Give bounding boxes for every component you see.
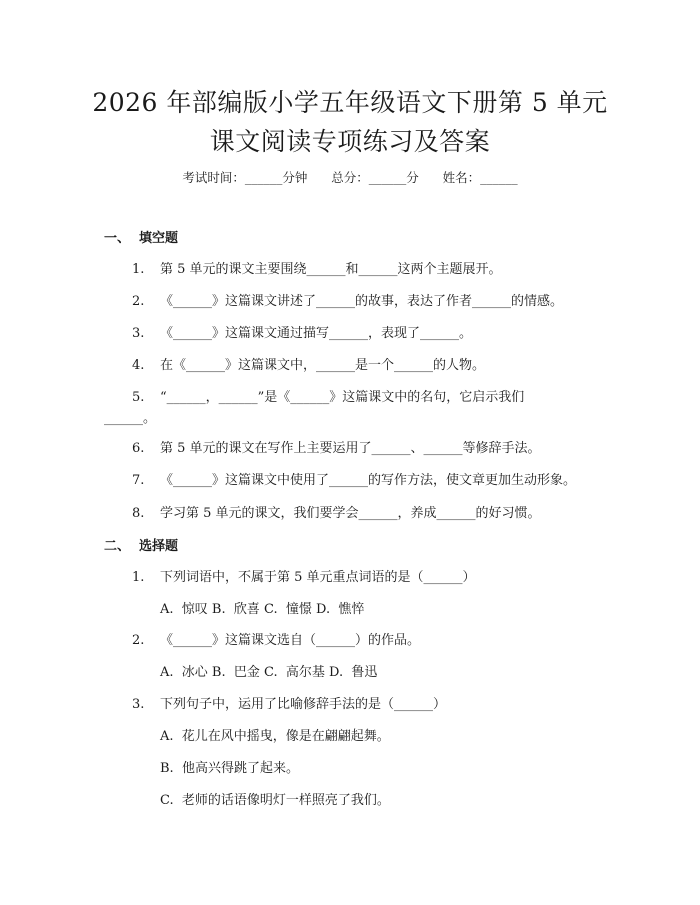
question-number: 4. bbox=[132, 358, 145, 373]
document-title-line-1: 2026 年部编版小学五年级语文下册第 5 单元 bbox=[92, 88, 608, 117]
question-number: 2. bbox=[132, 633, 145, 648]
fill-question-8: 学习第 5 单元的课文，我们要学会______，养成______的好习惯。 bbox=[160, 506, 541, 521]
question-number: 6. bbox=[132, 441, 145, 456]
fill-question-6: 第 5 单元的课文在写作上主要运用了______、______等修辞手法。 bbox=[160, 441, 541, 456]
fill-question-1: 第 5 单元的课文主要围绕______和______这两个主题展开。 bbox=[160, 262, 502, 277]
exam-info-line: 考试时间：______分钟 总分：______分 姓名：______ bbox=[182, 170, 518, 185]
fill-question-2: 《______》这篇课文讲述了______的故事，表达了作者______的情感。 bbox=[160, 294, 564, 309]
section-heading-choice: 二、 选择题 bbox=[104, 539, 179, 554]
fill-question-5: “______，______”是《______》这篇课文中的名句，它启示我们 bbox=[160, 390, 525, 405]
document-title-line-2: 课文阅读专项练习及答案 bbox=[209, 127, 491, 156]
question-number: 3. bbox=[132, 697, 145, 712]
fill-question-7: 《______》这篇课文中使用了______的写作方法，使文章更加生动形象。 bbox=[160, 473, 577, 488]
choice-question-3-option-c: C. 老师的话语像明灯一样照亮了我们。 bbox=[160, 793, 390, 808]
question-number: 1. bbox=[132, 570, 145, 585]
question-number: 1. bbox=[132, 262, 145, 277]
choice-question-3-option-b: B. 他高兴得跳了起来。 bbox=[160, 761, 299, 776]
choice-question-2: 《______》这篇课文选自（______）的作品。 bbox=[160, 633, 421, 648]
question-number: 8. bbox=[132, 506, 145, 521]
question-number: 2. bbox=[132, 294, 145, 309]
choice-question-1: 下列词语中，不属于第 5 单元重点词语的是（______） bbox=[160, 570, 476, 585]
fill-question-4: 在《______》这篇课文中，______是一个______的人物。 bbox=[160, 358, 486, 373]
choice-question-2-options: A. 冰心 B. 巴金 C. 高尔基 D. 鲁迅 bbox=[160, 665, 378, 680]
question-number: 7. bbox=[132, 473, 145, 488]
choice-question-3-option-a: A. 花儿在风中摇曳，像是在翩翩起舞。 bbox=[160, 729, 390, 744]
section-heading-fill: 一、 填空题 bbox=[104, 231, 179, 246]
question-number: 5. bbox=[132, 390, 145, 405]
choice-question-1-options: A. 惊叹 B. 欣喜 C. 憧憬 D. 憔悴 bbox=[160, 602, 365, 617]
question-number: 3. bbox=[132, 326, 145, 341]
choice-question-3: 下列句子中，运用了比喻修辞手法的是（______） bbox=[160, 697, 447, 712]
fill-question-3: 《______》这篇课文通过描写______，表现了______。 bbox=[160, 326, 473, 341]
fill-question-5-continuation: ______。 bbox=[104, 411, 157, 426]
